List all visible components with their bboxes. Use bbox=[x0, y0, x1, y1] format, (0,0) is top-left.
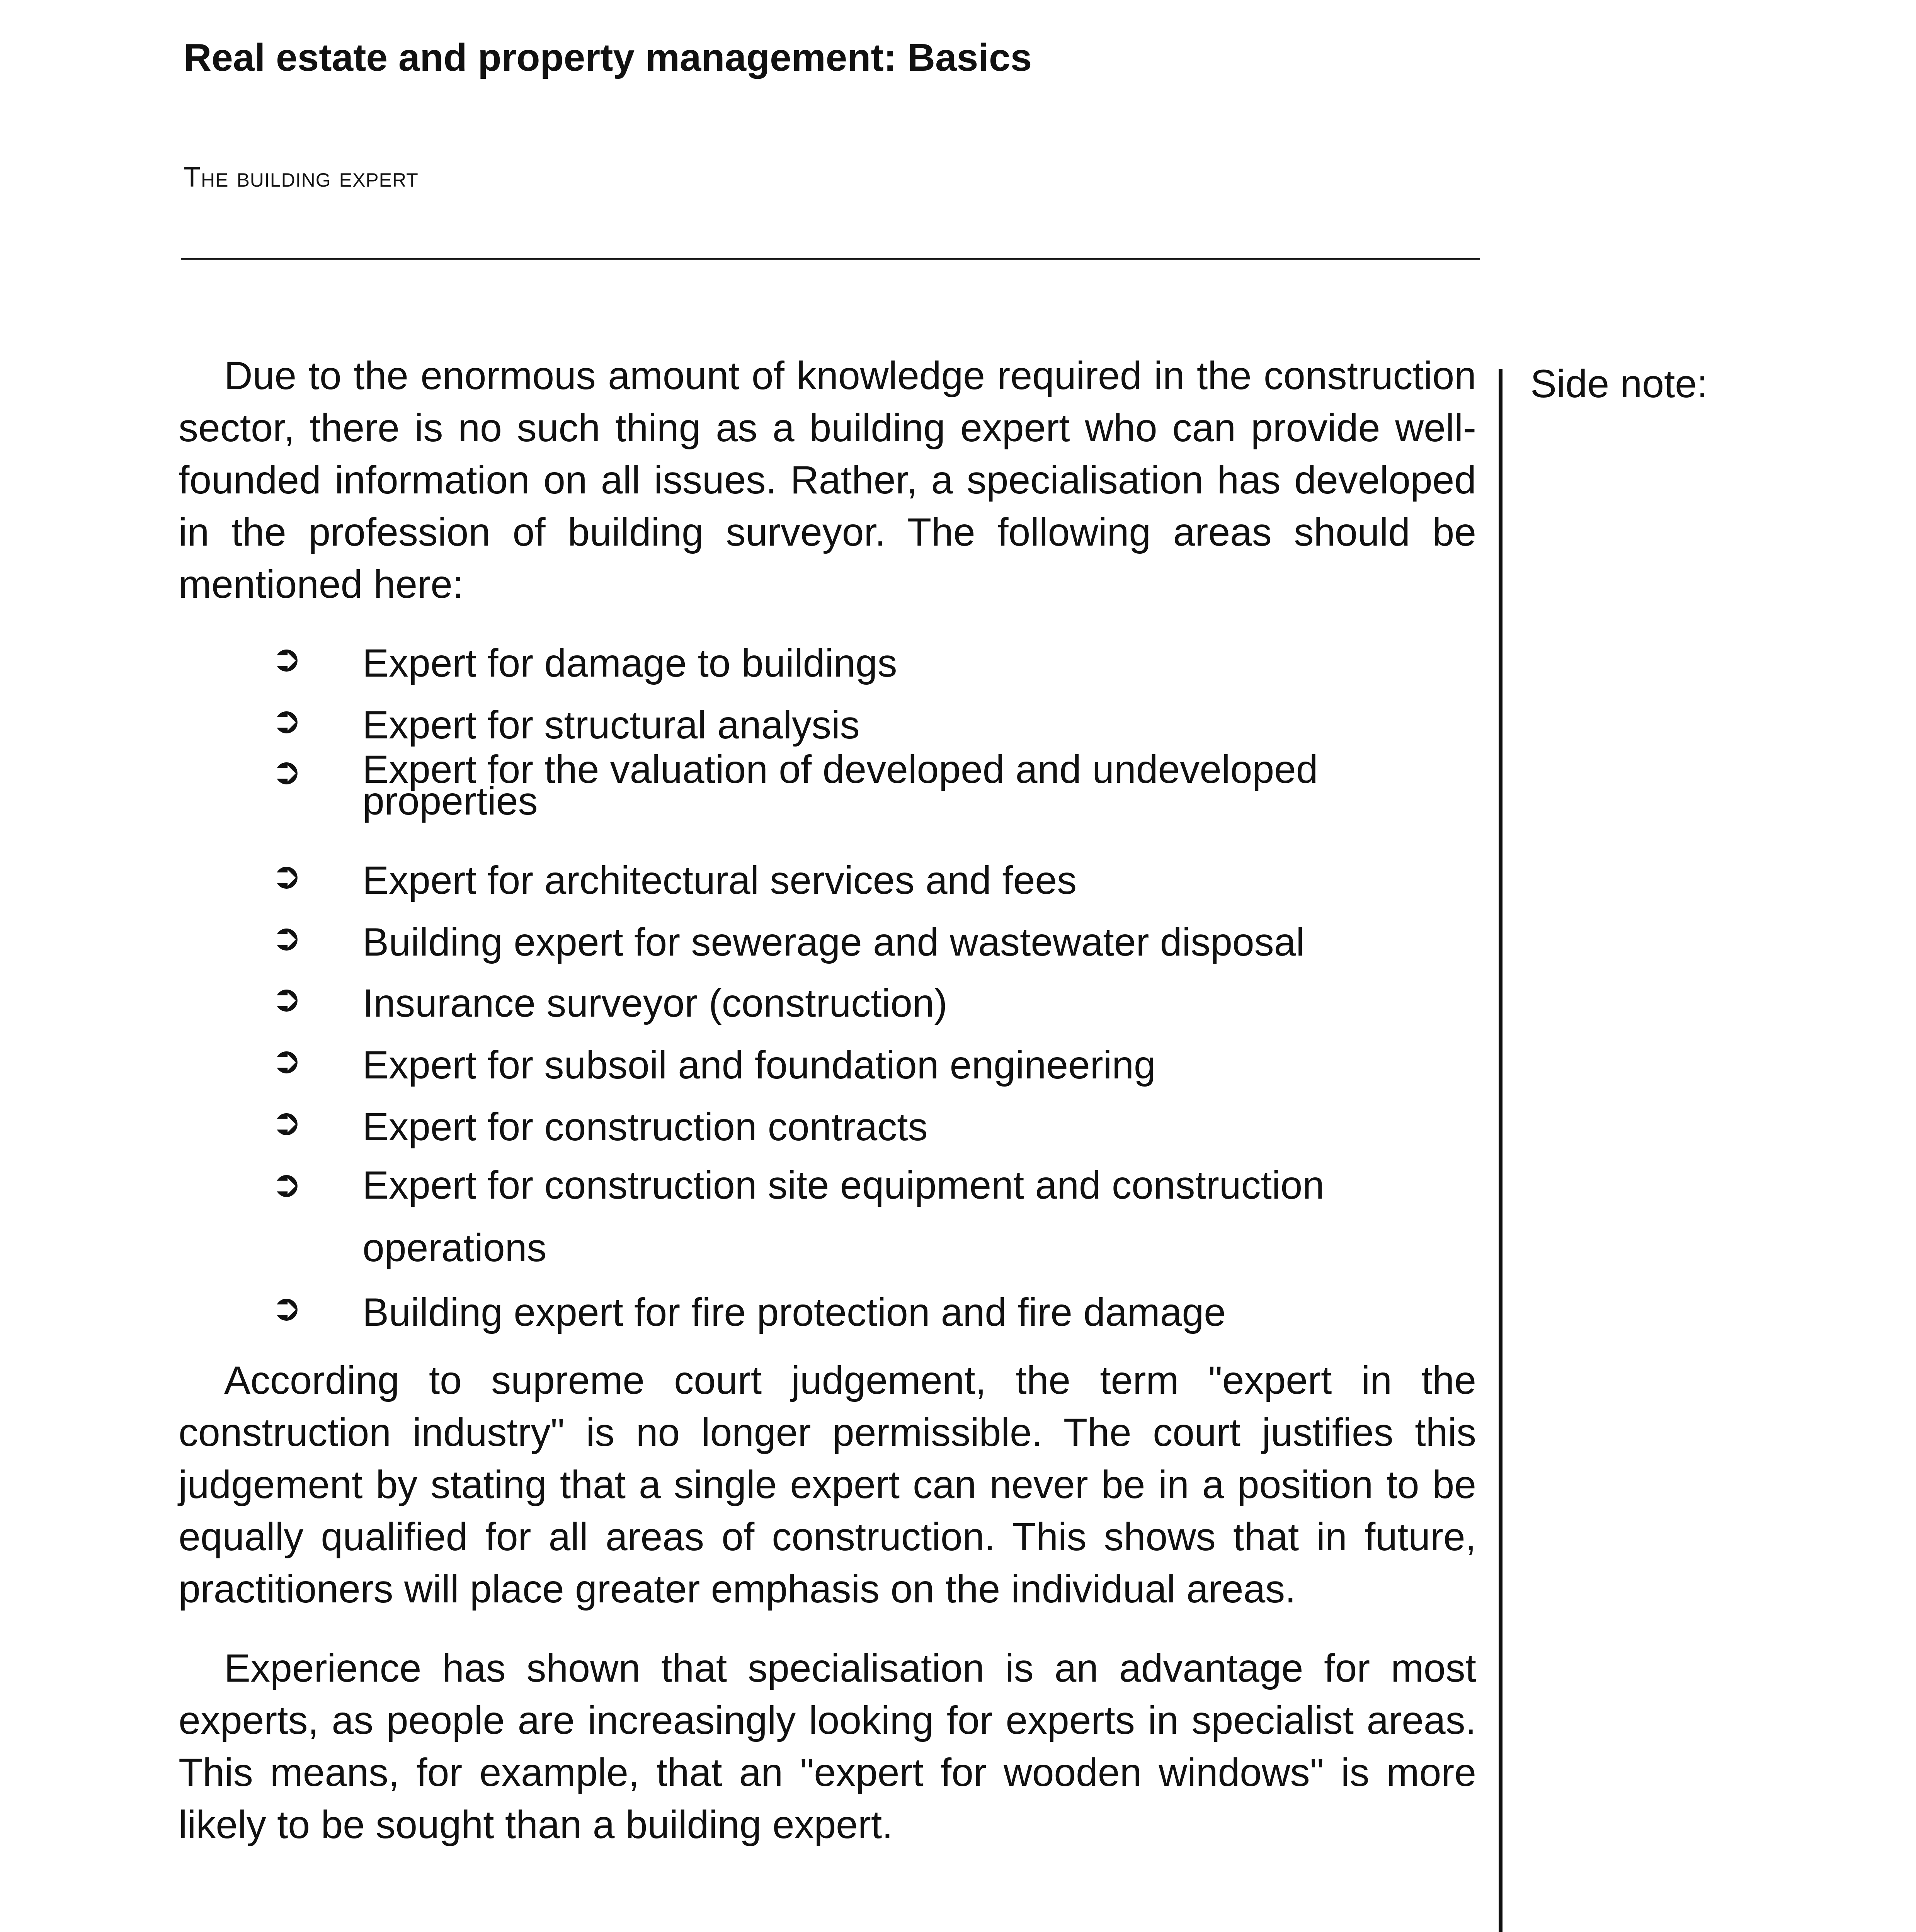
document-title: Real estate and property management: Basics bbox=[184, 36, 1032, 79]
arrow-bullet-icon: ➲ bbox=[271, 750, 302, 793]
arrow-bullet-icon: ➲ bbox=[271, 1101, 302, 1143]
list-item-text: Expert for the valuation of developed and undeveloped properties bbox=[362, 747, 1318, 823]
intro-paragraph: Due to the enormous amount of knowledge required in the construction sector, there is no such thing as a building expert who can provide well-founded information on all issues. Rather, a specialisation has developed in the profession of building surveyor. The following areas should be mentioned here: bbox=[179, 354, 1476, 606]
arrow-bullet-icon: ➲ bbox=[271, 1039, 302, 1082]
list-item-text: Expert for damage to buildings bbox=[362, 641, 897, 685]
arrow-bullet-icon: ➲ bbox=[271, 638, 302, 680]
header-divider bbox=[181, 258, 1480, 260]
list-item-text: Insurance surveyor (construction) bbox=[362, 981, 948, 1025]
side-note-label: Side note: bbox=[1530, 362, 1708, 406]
arrow-bullet-icon: ➲ bbox=[271, 917, 302, 959]
list-item-text: Building expert for fire protection and fire damage bbox=[362, 1290, 1226, 1334]
list-item-text: Expert for construction site equipment and construction operations bbox=[362, 1163, 1324, 1270]
list-item-text: Building expert for sewerage and wastewater disposal bbox=[362, 920, 1305, 964]
court-judgement-paragraph: According to supreme court judgement, the term "expert in the construction industry" is no longer permissible. The court justifies this judgement by stating that a single expert can never be in a position to be equally qualified for all areas of construction. This shows that in future, practitioners will place greater emphasis on the individual areas. bbox=[179, 1358, 1476, 1611]
list-item-text: Expert for construction contracts bbox=[362, 1105, 928, 1149]
specialisation-paragraph: Experience has shown that specialisation is an advantage for most experts, as people are increasingly looking for experts in specialist areas. This means, for example, that an "expert for wooden windows" is more likely to be sought than a building expert. bbox=[179, 1646, 1476, 1847]
arrow-bullet-icon: ➲ bbox=[271, 1163, 302, 1205]
list-item-text: Expert for architectural services and fees bbox=[362, 858, 1077, 902]
section-title: The building expert bbox=[184, 162, 419, 193]
arrow-bullet-icon: ➲ bbox=[271, 978, 302, 1020]
list-item-text: Expert for structural analysis bbox=[362, 703, 860, 747]
arrow-bullet-icon: ➲ bbox=[271, 699, 302, 742]
side-note-divider bbox=[1499, 369, 1503, 1932]
arrow-bullet-icon: ➲ bbox=[271, 855, 302, 897]
list-item-text: Expert for subsoil and foundation engineering bbox=[362, 1043, 1156, 1087]
arrow-bullet-icon: ➲ bbox=[271, 1287, 302, 1329]
